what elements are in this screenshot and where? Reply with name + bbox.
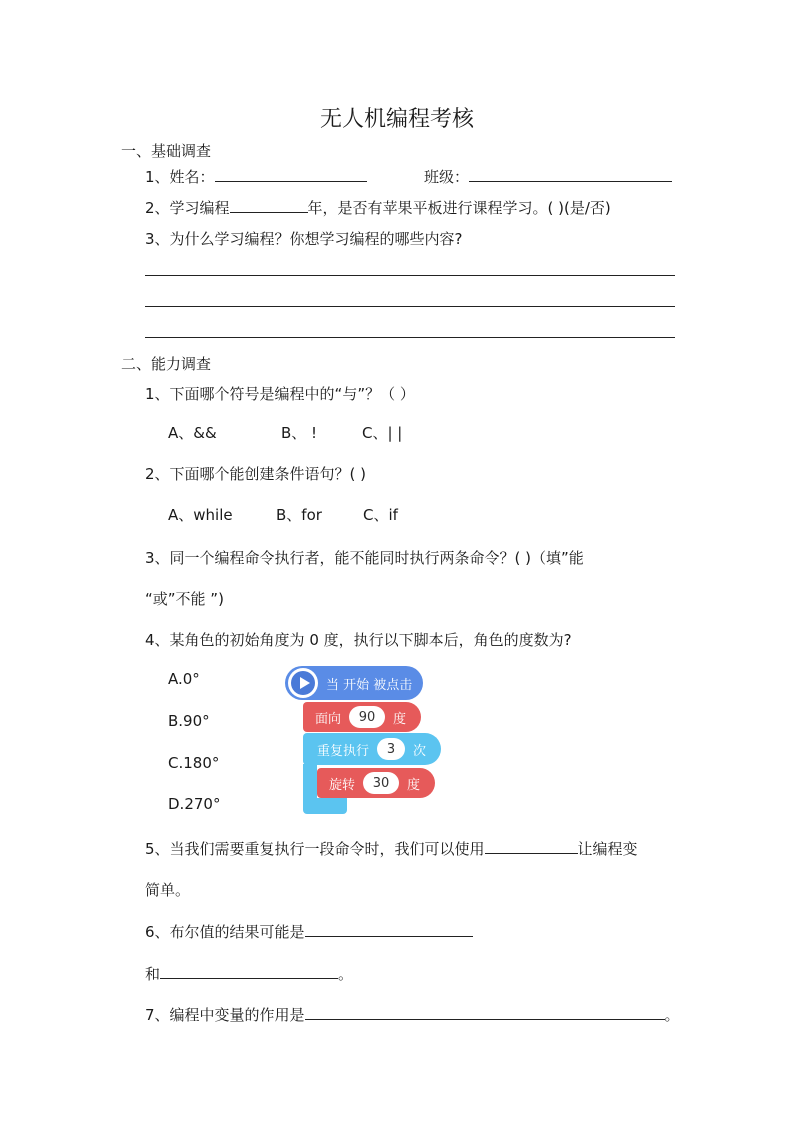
question-loop bbox=[145, 838, 638, 859]
option-a[interactable]: A、&& bbox=[168, 424, 217, 442]
when-start-clicked-block bbox=[285, 666, 423, 700]
section-heading-basic: 一、基础调查 bbox=[121, 142, 212, 160]
repeat-block-arm bbox=[303, 764, 317, 800]
class-label: 班级： bbox=[424, 168, 470, 186]
question-name-row bbox=[145, 166, 367, 187]
repeat-block bbox=[303, 733, 441, 765]
question-condition: 2、下面哪个能创建条件语句？( ) bbox=[145, 465, 367, 483]
option-b[interactable]: B、 ! bbox=[281, 424, 318, 442]
boolean-text-c: 。 bbox=[338, 965, 354, 983]
turn-label: 旋转 bbox=[329, 777, 356, 793]
boolean-blank-2[interactable] bbox=[160, 964, 338, 979]
question-and-symbol: 1、下面哪个符号是编程中的“与”？（ ） bbox=[145, 385, 415, 403]
boolean-text-b: 和 bbox=[145, 965, 161, 983]
name-label: 1、姓名： bbox=[145, 168, 215, 186]
face-label: 面向 bbox=[315, 711, 342, 727]
question-parallel-line1: 3、同一个编程命令执行者，能不能同时执行两条命令？( )（填”能 bbox=[145, 549, 584, 567]
play-icon bbox=[288, 668, 318, 698]
boolean-blank-1[interactable] bbox=[305, 922, 473, 937]
years-blank[interactable] bbox=[230, 198, 308, 213]
answer-line-1[interactable] bbox=[145, 275, 675, 276]
option-180-degree[interactable]: C.180° bbox=[168, 754, 220, 772]
answer-line-3[interactable] bbox=[145, 337, 675, 338]
option-if[interactable]: C、if bbox=[363, 506, 398, 524]
face-value-input: 90 bbox=[349, 706, 385, 728]
loop-text-a: 5、当我们需要重复执行一段命令时，我们可以使用 bbox=[145, 840, 485, 858]
face-unit: 度 bbox=[393, 711, 407, 727]
question-loop-cont: 简单。 bbox=[145, 881, 191, 899]
option-270-degree[interactable]: D.270° bbox=[168, 795, 221, 813]
question-boolean-cont bbox=[145, 963, 353, 984]
variable-text-b: 。 bbox=[664, 1006, 680, 1024]
variable-text-a: 7、编程中变量的作用是 bbox=[145, 1006, 305, 1024]
question-years bbox=[145, 197, 611, 218]
question-variable bbox=[145, 1004, 680, 1025]
section-heading-ability: 二、能力调查 bbox=[121, 355, 212, 373]
option-90-degree[interactable]: B.90° bbox=[168, 712, 210, 730]
face-direction-block bbox=[303, 702, 421, 732]
turn-value-input: 30 bbox=[363, 772, 399, 794]
turn-block bbox=[317, 768, 435, 798]
turn-unit: 度 bbox=[407, 777, 421, 793]
repeat-block-foot bbox=[303, 798, 347, 814]
loop-text-b: 让编程变 bbox=[577, 840, 638, 858]
variable-blank[interactable] bbox=[305, 1005, 665, 1020]
boolean-text-a: 6、布尔值的结果可能是 bbox=[145, 923, 305, 941]
option-c[interactable]: C、| | bbox=[362, 424, 403, 442]
answer-line-2[interactable] bbox=[145, 306, 675, 307]
option-for[interactable]: B、for bbox=[276, 506, 322, 524]
repeat-unit: 次 bbox=[413, 743, 427, 759]
option-0-degree[interactable]: A.0° bbox=[168, 670, 200, 688]
loop-blank[interactable] bbox=[485, 839, 578, 854]
question-boolean bbox=[145, 921, 473, 942]
name-blank[interactable] bbox=[215, 167, 367, 182]
repeat-label: 重复执行 bbox=[317, 743, 370, 759]
question-parallel-line2: “或”不能 ”) bbox=[145, 590, 224, 608]
question-class-row bbox=[424, 166, 672, 187]
question-angle: 4、某角色的初始角度为 0 度，执行以下脚本后，角色的度数为? bbox=[145, 631, 572, 649]
option-while[interactable]: A、while bbox=[168, 506, 233, 524]
page-title: 无人机编程考核 bbox=[319, 107, 474, 132]
years-text-a: 2、学习编程 bbox=[145, 199, 230, 217]
question-why: 3、为什么学习编程？你想学习编程的哪些内容? bbox=[145, 230, 463, 248]
repeat-count-input: 3 bbox=[377, 738, 405, 760]
event-block-label: 当 开始 被点击 bbox=[326, 677, 413, 693]
class-blank[interactable] bbox=[469, 167, 672, 182]
years-text-b: 年，是否有苹果平板进行课程学习。( )(是/否) bbox=[307, 199, 611, 217]
